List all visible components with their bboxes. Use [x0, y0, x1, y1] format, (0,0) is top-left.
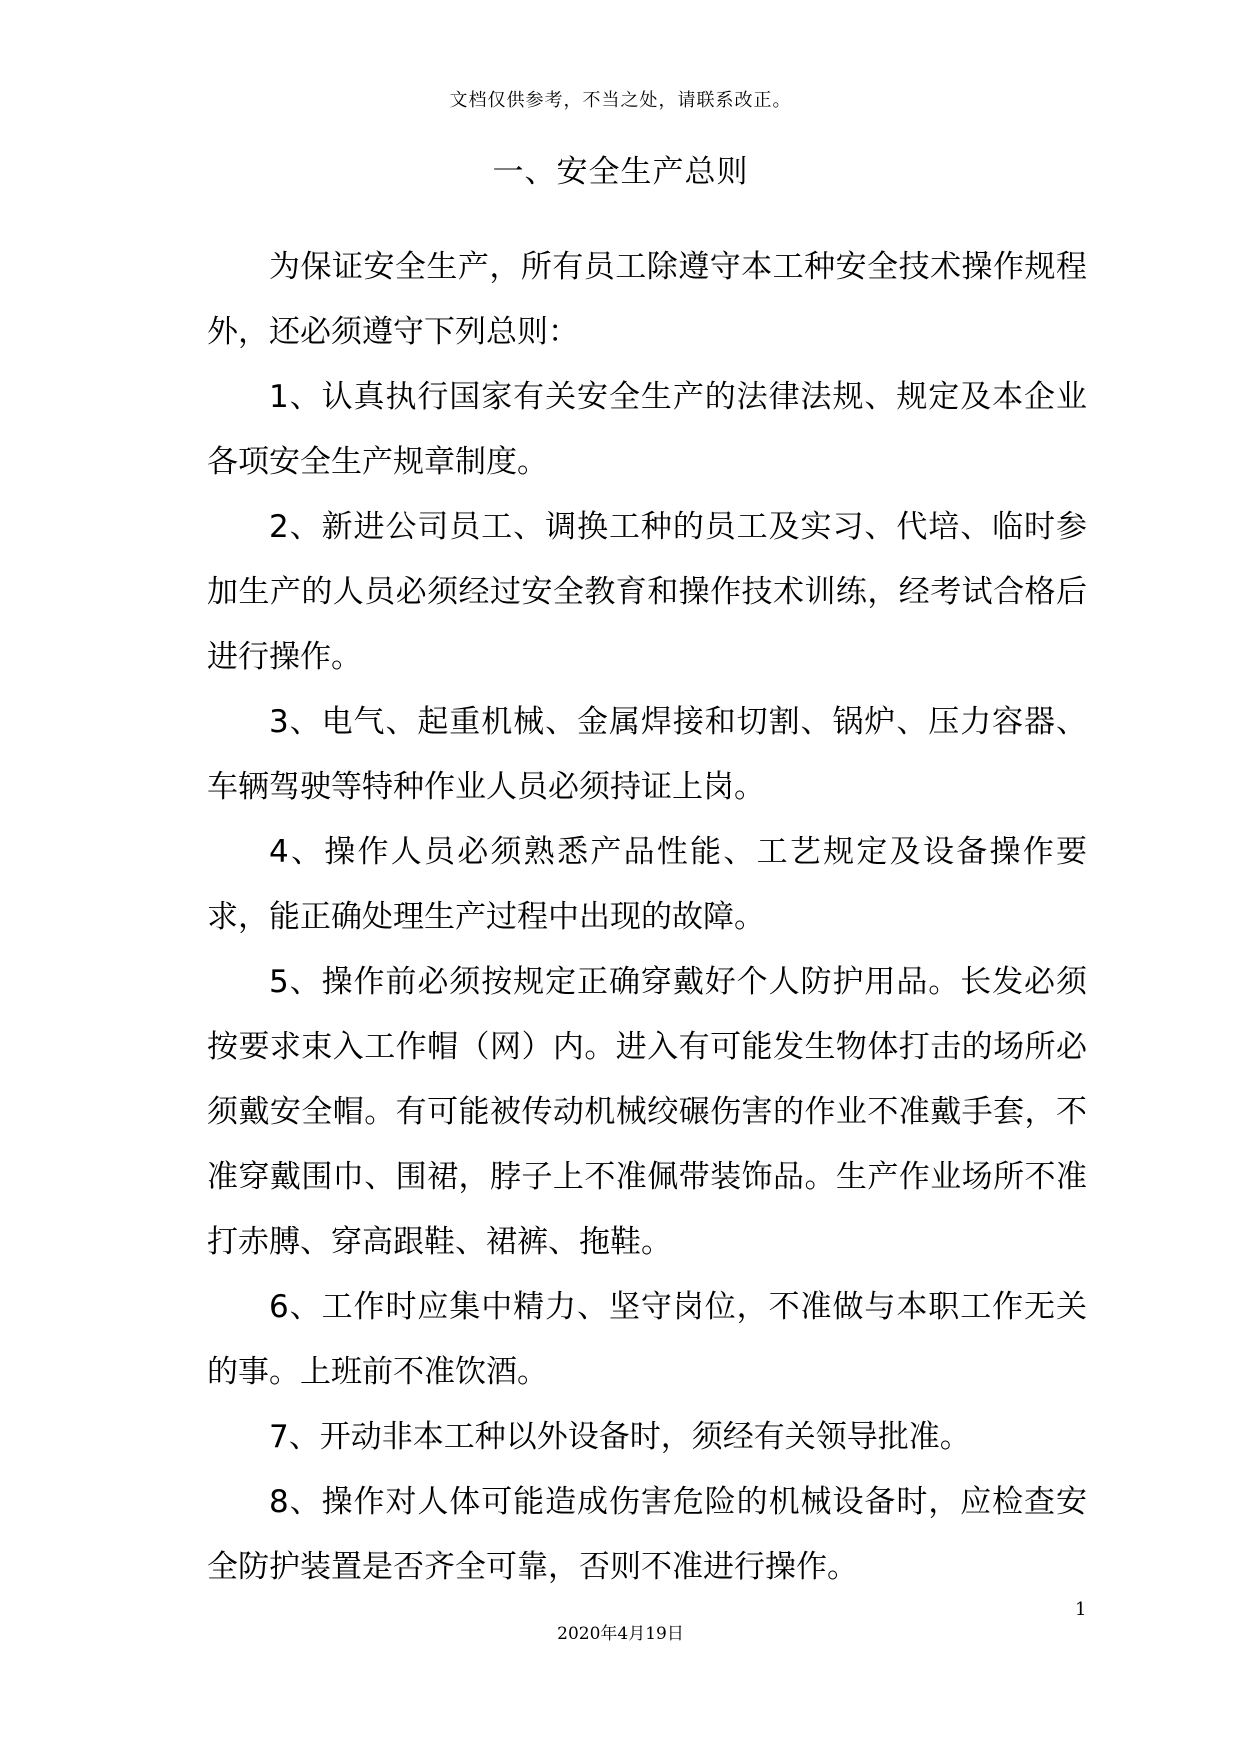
- paragraph-rule-8: 8、操作对人体可能造成伤害危险的机械设备时，应检查安全防护装置是否齐全可靠，否则不准进行操作。: [207, 1484, 1087, 1585]
- paragraph-rule-1: 1、认真执行国家有关安全生产的法律法规、规定及本企业各项安全生产规章制度。: [207, 379, 1087, 480]
- paragraph-rule-4: 4、操作人员必须熟悉产品性能、工艺规定及设备操作要求，能正确处理生产过程中出现的故障。: [207, 834, 1087, 935]
- paragraph-intro: 为保证安全生产，所有员工除遵守本工种安全技术操作规程外，还必须遵守下列总则：: [207, 249, 1087, 350]
- paragraph-rule-7: 7、开动非本工种以外设备时，须经有关领导批准。: [269, 1419, 971, 1455]
- document-body: [207, 235, 1087, 1600]
- paragraph-rule-2: 2、新进公司员工、调换工种的员工及实习、代培、临时参加生产的人员必须经过安全教育和操作技术训练，经考试合格后进行操作。: [207, 509, 1087, 675]
- paragraph-rule-6: 6、工作时应集中精力、坚守岗位，不准做与本职工作无关的事。上班前不准饮酒。: [207, 1289, 1087, 1390]
- paragraph-rule-5: 5、操作前必须按规定正确穿戴好个人防护用品。长发必须按要求束入工作帽（网）内。进入有可能发生物体打击的场所必须戴安全帽。有可能被传动机械绞碾伤害的作业不准戴手套，不准穿戴围巾、围裙，脖子上不准佩带装饰品。生产作业场所不准打赤膊、穿高跟鞋、裙裤、拖鞋。: [207, 964, 1087, 1260]
- page-number: 1: [1075, 1599, 1087, 1620]
- page-title: 一、安全生产总则: [492, 154, 749, 190]
- paragraph-rule-3: 3、电气、起重机械、金属焊接和切割、锅炉、压力容器、车辆驾驶等特种作业人员必须持证上岗。: [207, 704, 1087, 805]
- header-note: 文档仅供参考，不当之处，请联系改正。: [449, 90, 792, 111]
- footer-date: 2020年4月19日: [557, 1624, 684, 1644]
